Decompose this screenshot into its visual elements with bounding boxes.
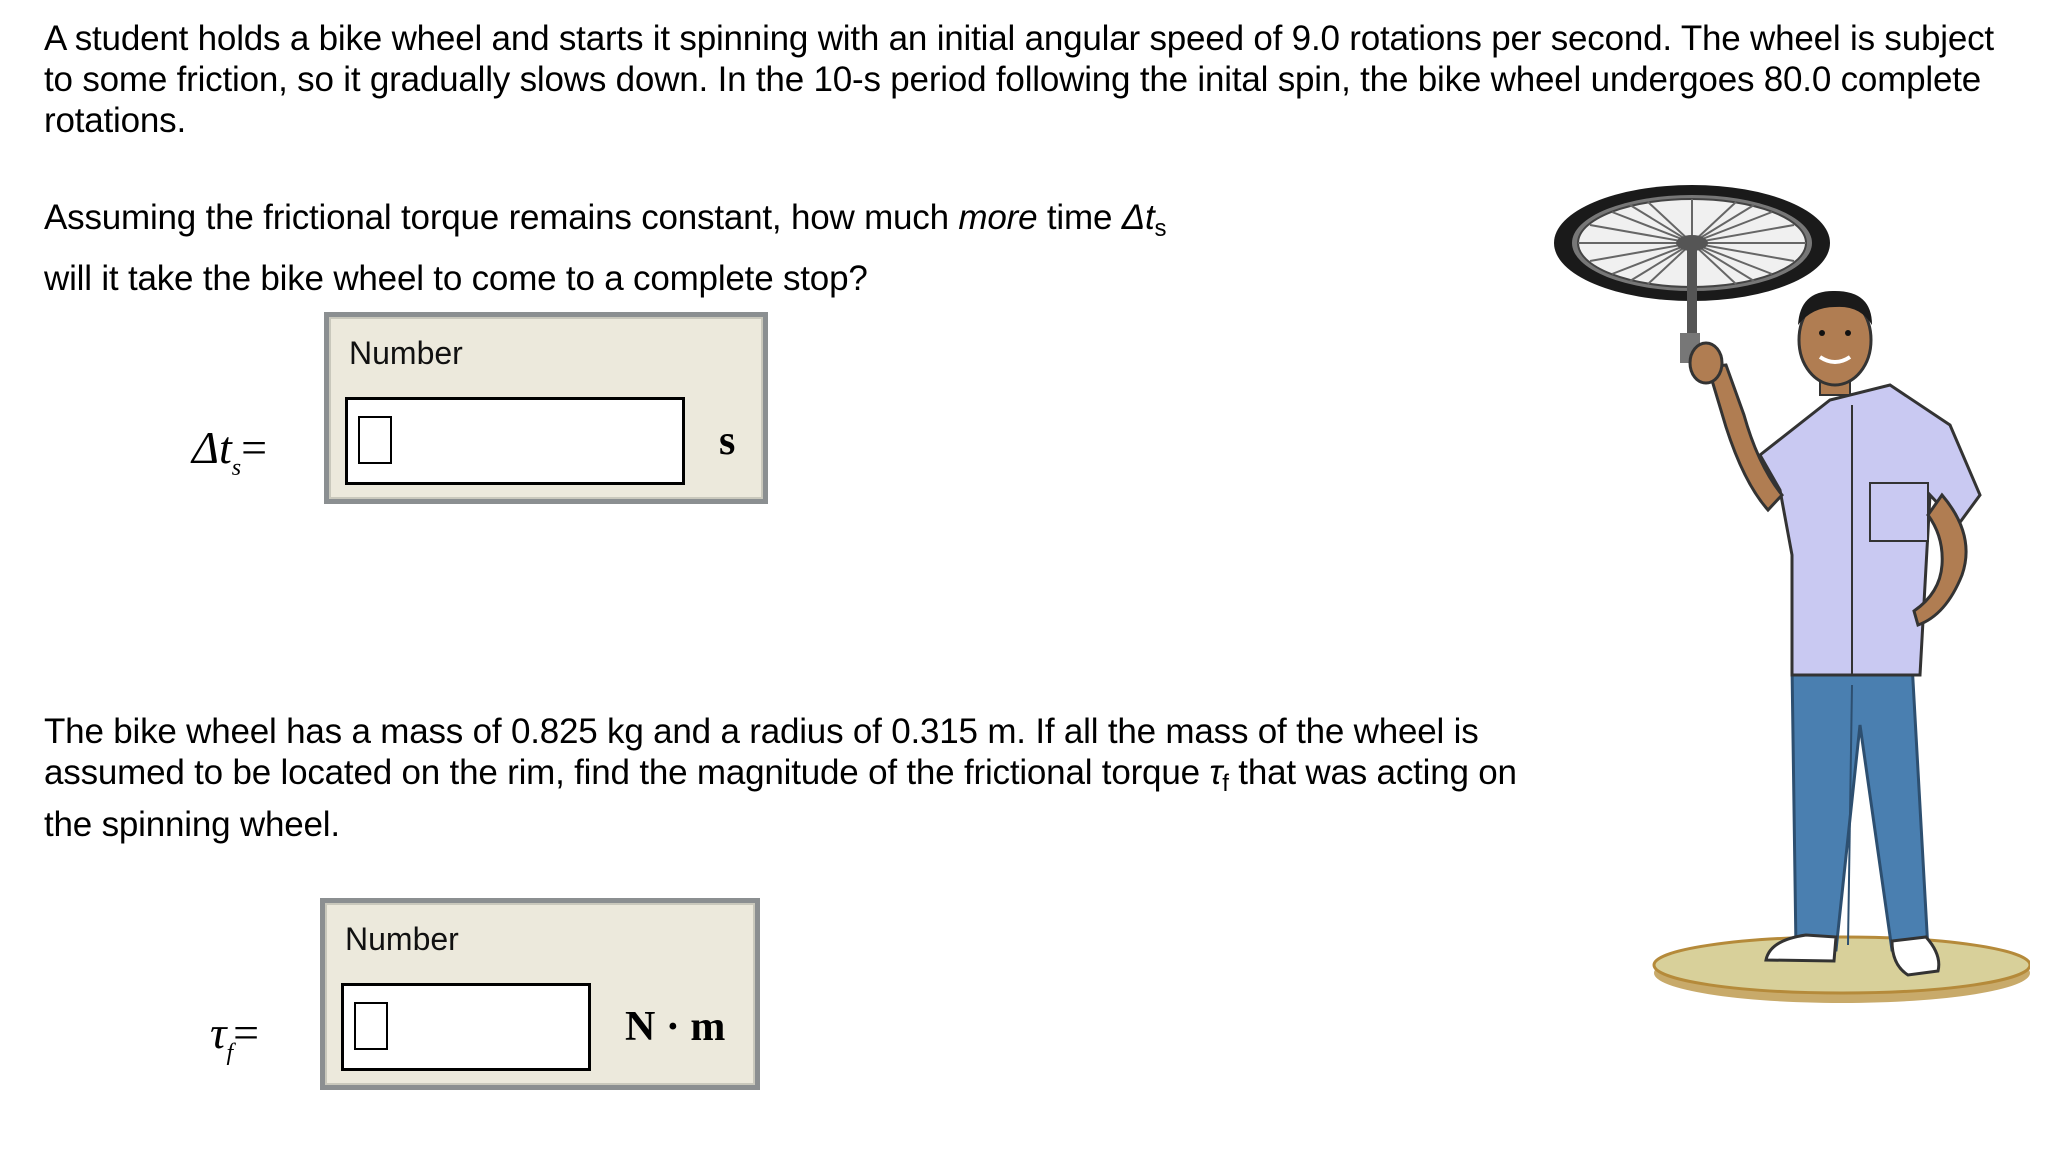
q2-text-after: that was acting on the spinning wheel. xyxy=(44,753,1517,844)
answer-2-symbol-sub: f xyxy=(226,1040,234,1066)
answer-2-symbol: τ xyxy=(210,1007,227,1058)
answer-2-input[interactable] xyxy=(341,983,591,1071)
answer-2-cursor-box xyxy=(354,1002,388,1050)
jeans-illustration xyxy=(1792,663,1928,950)
answer-1-number-label: Number xyxy=(349,335,463,371)
answer-1-input[interactable] xyxy=(345,397,685,485)
answer-1-symbol-sub: s xyxy=(231,455,242,481)
answer-1-symbol: Δt xyxy=(192,422,232,473)
answer-1-label xyxy=(192,421,267,482)
student-with-bike-wheel-illustration xyxy=(1530,165,2030,1025)
q1-emphasis: more xyxy=(958,198,1038,237)
answer-1-unit: s xyxy=(719,418,736,464)
answer-2-equals: = xyxy=(233,1007,260,1058)
question-2-text xyxy=(44,711,1554,845)
answer-1-cursor-box xyxy=(358,416,392,464)
q1-text-after: will it take the bike wheel to come to a complete stop? xyxy=(44,259,868,298)
answer-2-box xyxy=(320,898,760,1090)
answer-1-box xyxy=(324,312,768,504)
answer-1-equals: = xyxy=(241,422,268,473)
question-1-text xyxy=(44,193,1444,304)
q1-text-mid: time xyxy=(1037,198,1122,237)
platform-illustration xyxy=(1654,937,2030,1003)
q1-symbol: Δt xyxy=(1121,198,1155,237)
answer-2-label xyxy=(210,1006,259,1067)
q2-symbol-sub: f xyxy=(1222,770,1229,797)
answer-2-unit: N · m xyxy=(625,1004,726,1050)
head-illustration xyxy=(1798,291,1872,395)
answer-2-number-label: Number xyxy=(345,921,459,957)
q1-symbol-sub: s xyxy=(1154,215,1167,242)
raised-arm-illustration xyxy=(1690,343,1782,510)
q1-text-before: Assuming the frictional torque remains constant, how much xyxy=(44,198,959,237)
problem-intro-text: A student holds a bike wheel and starts it spinning with an initial angular speed of 9.0 rotations per second. The wheel is subject to some friction, so it gradually slows down. In the 10-s period following the inital spin, the bike wheel undergoes 80.0 complete rotations. xyxy=(44,19,1994,140)
q2-text-before: The bike wheel has a mass of 0.825 kg and a radius of 0.315 m. If all the mass of the wheel is assumed to be located on the rim, find the magnitude of the frictional torque xyxy=(44,712,1479,792)
bike-wheel-illustration xyxy=(1554,185,1830,363)
q2-symbol: τ xyxy=(1209,753,1223,792)
